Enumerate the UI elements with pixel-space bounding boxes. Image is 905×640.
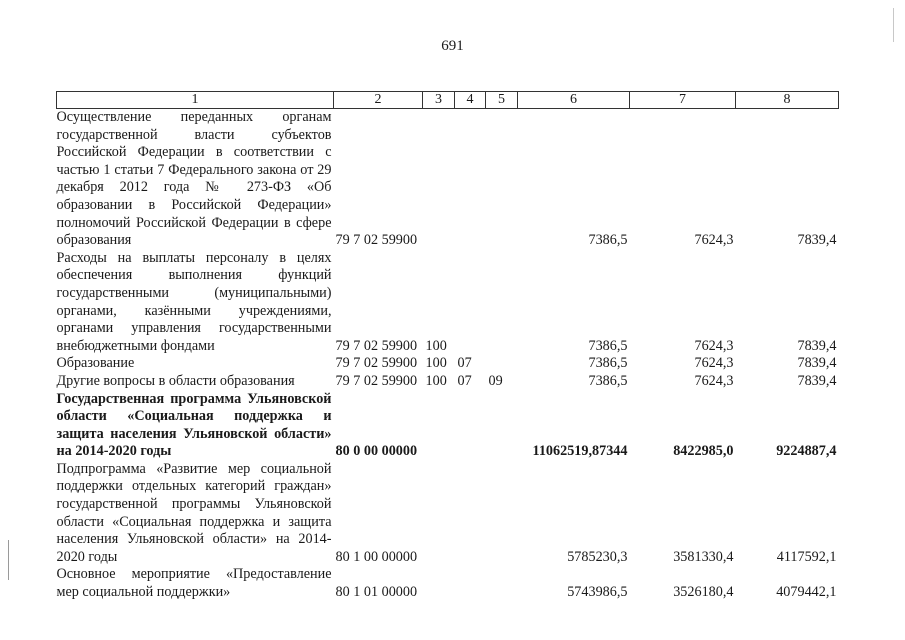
amount-col-8: 7839,4 <box>797 337 837 354</box>
table-row <box>57 355 839 373</box>
expense-type-code: 100 <box>425 372 447 389</box>
target-article-code: 79 7 02 59900 <box>335 355 418 372</box>
amount-col-6: 7386,5 <box>588 355 628 372</box>
subsection-code <box>486 461 518 567</box>
amount-col-8: 4117592,1 <box>776 548 837 565</box>
amount-col-7: 7624,3 <box>694 337 734 354</box>
column-header: 6 <box>518 92 630 109</box>
row-name: Осуществление переданных органам государственной власти субъектов Российской Федерации в соответствии с частью 1 статьи 7 Федерального закона от 29 декабря 2012 года № 273-ФЗ «Об образовании в Российской Федерации» полномочий Российской Федерации в сфере образования <box>56 109 332 249</box>
amount-col-8: 9224887,4 <box>776 443 837 460</box>
amount-col-7: 8422985,0 <box>673 443 734 460</box>
amount-col-6: 11062519,87344 <box>532 443 628 460</box>
target-article-code: 79 7 02 59900 <box>335 337 418 354</box>
section-code <box>455 250 486 356</box>
row-name: Подпрограмма «Развитие мер социальной поддержки отдельных категорий граждан» государственной программы Ульяновской области «Социальная поддержка и защита населения Ульяновской области» на 2014-2020 годы <box>56 460 332 565</box>
expense-type-code <box>423 566 455 601</box>
amount-col-7: 3526180,4 <box>673 584 734 601</box>
column-header: 7 <box>630 92 736 109</box>
scan-mark <box>8 540 9 580</box>
amount-col-6: 7386,5 <box>588 337 628 354</box>
amount-col-6: 5785230,3 <box>567 548 628 565</box>
table-row <box>57 566 839 601</box>
table-row <box>57 391 839 461</box>
amount-col-7: 7624,3 <box>694 372 734 389</box>
expense-type-code <box>423 109 455 250</box>
section-code <box>455 566 486 601</box>
row-name: Расходы на выплаты персоналу в целях обеспечения выполнения функций государственными (муниципальными) органами, казёнными учреждениями, органами управления государственными внебюджетными фондами <box>56 249 332 354</box>
amount-col-6: 7386,5 <box>588 372 628 389</box>
expense-type-code <box>423 461 455 567</box>
column-header: 1 <box>57 92 334 109</box>
expense-type-code: 100 <box>425 355 447 372</box>
row-name: Государственная программа Ульяновской области «Социальная поддержка и защита населения Ульяновской области» на 2014-2020 годы <box>56 390 332 460</box>
column-header: 8 <box>736 92 839 109</box>
table-row <box>57 250 839 356</box>
subsection-code: 09 <box>488 372 503 389</box>
row-name: Основное мероприятие «Предоставление мер социальной поддержки» <box>56 566 332 601</box>
amount-col-8: 4079442,1 <box>776 584 837 601</box>
section-code <box>455 391 486 461</box>
section-code <box>455 461 486 567</box>
budget-table <box>56 91 839 602</box>
target-article-code: 80 1 00 00000 <box>335 548 418 565</box>
amount-col-6: 7386,5 <box>588 232 628 249</box>
subsection-code <box>486 566 518 601</box>
section-code <box>455 109 486 250</box>
table-row <box>57 461 839 567</box>
row-name: Другие вопросы в области образования <box>56 372 295 389</box>
subsection-code <box>486 109 518 250</box>
subsection-code <box>486 355 518 373</box>
section-code: 07 <box>457 355 472 372</box>
row-name: Образование <box>56 355 135 372</box>
subsection-code <box>486 391 518 461</box>
amount-col-6: 5743986,5 <box>567 584 628 601</box>
amount-col-7: 3581330,4 <box>673 548 734 565</box>
amount-col-8: 7839,4 <box>797 232 837 249</box>
amount-col-7: 7624,3 <box>694 232 734 249</box>
table-row <box>57 109 839 250</box>
section-code: 07 <box>457 372 472 389</box>
column-header: 2 <box>334 92 423 109</box>
amount-col-8: 7839,4 <box>797 355 837 372</box>
subsection-code <box>486 250 518 356</box>
target-article-code: 79 7 02 59900 <box>335 232 418 249</box>
target-article-code: 80 0 00 00000 <box>335 443 418 460</box>
target-article-code: 79 7 02 59900 <box>335 372 418 389</box>
amount-col-7: 7624,3 <box>694 355 734 372</box>
scan-edge-line <box>893 8 894 42</box>
table-row <box>57 373 839 391</box>
expense-type-code <box>423 391 455 461</box>
target-article-code: 80 1 01 00000 <box>335 584 418 601</box>
column-header: 4 <box>455 92 486 109</box>
column-header: 3 <box>423 92 455 109</box>
column-number-header <box>57 92 839 109</box>
amount-col-8: 7839,4 <box>797 372 837 389</box>
expense-type-code: 100 <box>425 337 447 354</box>
page-number: 691 <box>441 38 464 54</box>
column-header: 5 <box>486 92 518 109</box>
